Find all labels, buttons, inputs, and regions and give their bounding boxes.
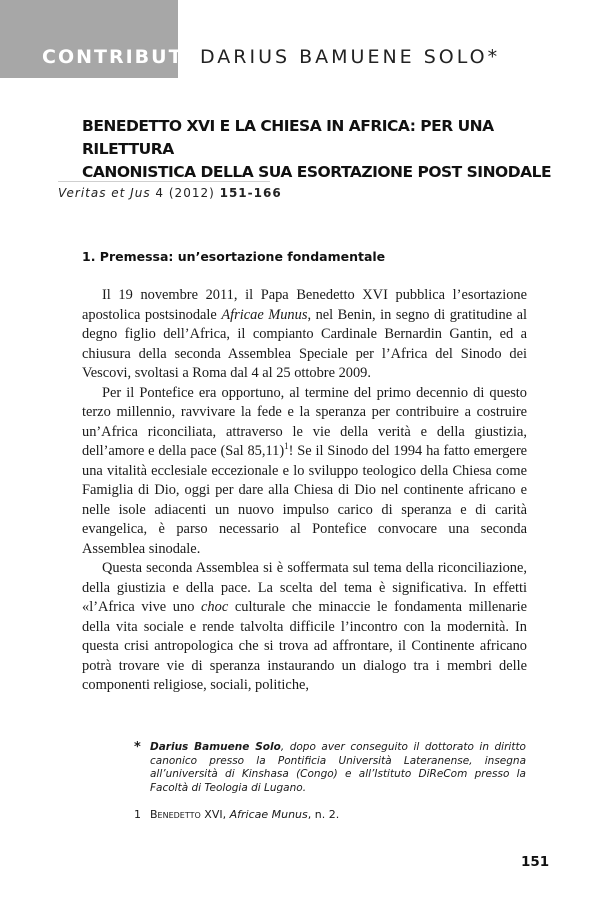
paragraph-text: , nel Benin, in segno di gratitudine al degno figlio dell’Africa, il compianto Cardinale Bernardin Gantin, ed a chiusura della seconda Assemblea Speciale per l’Africa del Sinodo dei Vescovi, svoltasi a Roma dal 4 al 25 ottobre 2009. [82,306,527,381]
section-label: CONTRIBUTI [42,46,193,68]
footnote-body [150,741,526,795]
footnote-marker: 1 [134,808,141,821]
article-title-line-2: CANONISTICA DELLA SUA ESORTAZIONE POST SINODALE [82,163,552,181]
citation [58,186,282,200]
footnote-1 [134,808,526,822]
section-heading: 1. Premessa: un’esortazione fondamentale [82,249,386,264]
footnotes [134,741,526,822]
italic-title: Africae Munus [221,306,308,323]
footnote-text: , n. 2. [307,808,340,821]
journal-volume: 4 (2012) [155,186,215,200]
footnote-text: XVI, [200,808,230,821]
paragraph-text: culturale che minaccie le fondamenta millenarie della vita sociale e rende talvolta difficile l’incontro con la modernità. In questa crisi antropologica che si trova ad affrontare, il Continente africano potrà trovare vie di speranza instaurando un dialogo tra i membri delle componenti religiose, sociali, politiche, [82,599,527,693]
page-range: 151-166 [219,186,282,200]
footnote-cited-author: Benedetto [150,808,201,821]
paragraph-text: Questa seconda Assemblea si è soffermata sul tema della riconciliazione, della giustizia e della pace. La scelta del tema è significativa. In effetti «l’Africa vive uno [82,560,527,615]
running-author: DARIUS BAMUENE SOLO* [200,46,501,68]
body-text [82,286,527,696]
footnote-author-name: Darius Bamuene Solo [150,741,281,753]
footnote-cited-title: Africae Munus [229,808,308,821]
article-title [82,115,552,184]
footnote-text: , dopo aver conseguito il dottorato in diritto canonico presso la Pontificia Università Lateranense, insegna all’università di Kinshasa (Congo) e all’Istituto DiReCom presso la Facoltà di Teologia di Lugano. [150,741,526,794]
footnote-body [150,808,526,822]
page-number: 151 [521,854,550,870]
footnote-author [134,741,526,795]
article-title-line-1: BENEDETTO XVI E LA CHIESA IN AFRICA: PER UNA RILETTURA [82,117,494,158]
paragraph-text: Per il Pontefice era opportuno, al termine del primo decennio di questo terzo millennio, ravvivare la fede e la speranza per contribuire a costruire un’Africa riconciliata, attraverso le vie della verità e della giustizia, dell’amore e della pace (Sal 85,11) [82,384,527,459]
footnote-reference: 1 [284,441,289,452]
paragraph [82,559,527,696]
footnote-marker: * [134,740,141,755]
paragraph-text: Il 19 novembre 2011, il Papa Benedetto XVI pubblica l’esortazione apostolica postsinodale [82,287,527,323]
journal-name: Veritas et Jus [58,186,151,200]
paragraph [82,384,527,560]
paragraph [82,286,527,384]
citation-rule [58,181,270,182]
italic-term: choc [201,599,229,615]
paragraph-text: ! Se il Sinodo del 1994 ha fatto emergere una vitalità ecclesiale eccezionale e lo sviluppo teologico della Chiesa come Famiglia di Dio, oggi per dare alla Chiesa di Dio nel continente africano e nelle isole adiacenti un nuovo impulso carico di speranza e di carità evangelica, è parso necessario al Pontefice convocare una seconda Assemblea sinodale. [82,443,527,557]
